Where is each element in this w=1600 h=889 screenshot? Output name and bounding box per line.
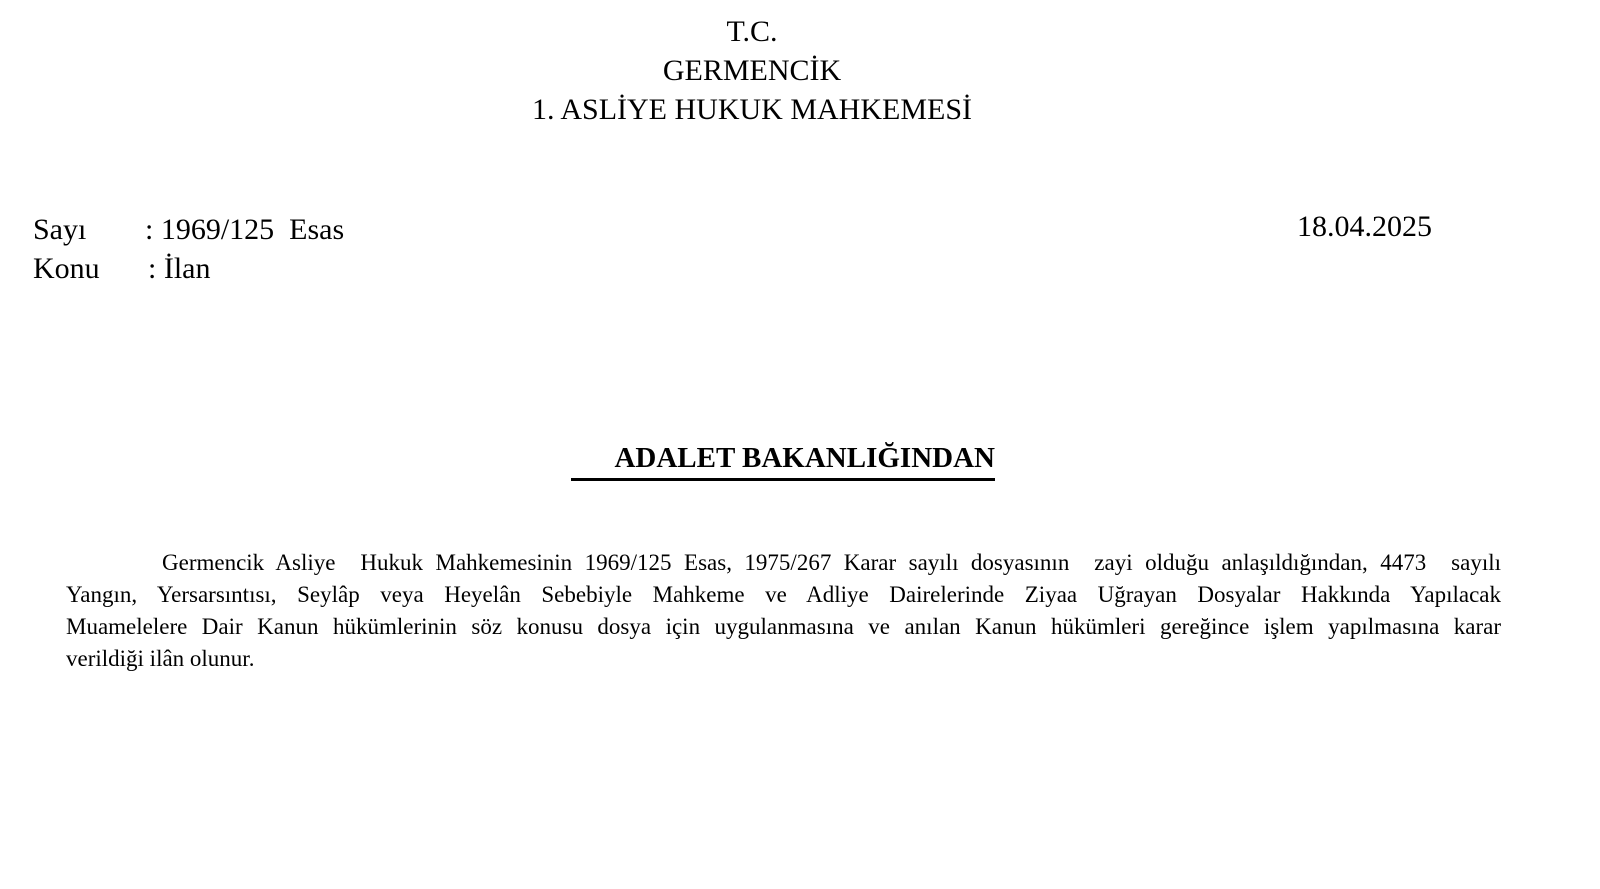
header-tc: T.C. [726, 15, 778, 48]
sayi-row [33, 210, 344, 249]
document-header [0, 12, 1504, 129]
body-line: verildiği ilân olunur. [66, 646, 255, 671]
konu-row [33, 249, 210, 288]
header-city: GERMENCİK [662, 54, 842, 87]
konu-value: : İlan [148, 252, 211, 285]
konu-label: Konu [33, 252, 100, 285]
announcement-body [66, 547, 1501, 675]
header-court: 1. ASLİYE HUKUK MAHKEMESİ [532, 93, 972, 126]
document-date: 18.04.2025 [1297, 210, 1432, 243]
body-line: Muamelelere Dair Kanun hükümlerinin söz konusu dosya için uygulanmasına ve anılan Kanun hükümleri gereğince işlem yapılmasına karar [66, 614, 1501, 639]
body-line: Germencik Asliye Hukuk Mahkemesinin 1969/125 Esas, 1975/267 Karar sayılı dosyasının zayi olduğu anlaşıldığından, 4473 sayılı [162, 550, 1501, 575]
sayi-value: : 1969/125 Esas [145, 213, 345, 246]
body-line: Yangın, Yersarsıntısı, Seylâp veya Heyelân Sebebiyle Mahkeme ve Adliye Dairelerinde Ziyaa Uğrayan Dosyalar Hakkında Yapılacak [66, 582, 1501, 607]
sayi-label: Sayı [33, 213, 87, 246]
announcement-title: ADALET BAKANLIĞINDAN [571, 440, 995, 481]
